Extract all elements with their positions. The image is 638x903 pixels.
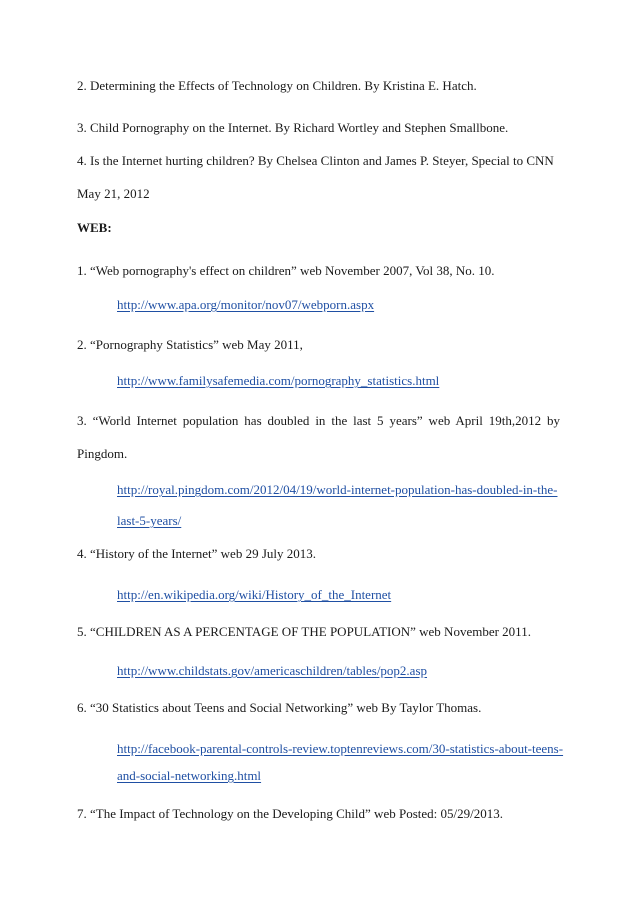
web-entry-3-text-line-1: 3. “World Internet population has doubled in the last 5 years” web April 19th,2012 by bbox=[77, 413, 560, 428]
web-entry-3-link-line-1[interactable]: http://royal.pingdom.com/2012/04/19/world-internet-population-has-doubled-in-the- bbox=[117, 482, 558, 497]
web-entry-6-link-line-2[interactable]: and-social-networking.html bbox=[117, 768, 262, 783]
web-section-heading: WEB: bbox=[77, 220, 112, 235]
web-entry-1-link[interactable]: http://www.apa.org/monitor/nov07/webporn.aspx bbox=[117, 297, 375, 312]
web-entry-2-text: 2. “Pornography Statistics” web May 2011, bbox=[77, 337, 303, 352]
web-entry-7-text: 7. “The Impact of Technology on the Developing Child” web Posted: 05/29/2013. bbox=[77, 806, 503, 821]
reference-item-3: 3. Child Pornography on the Internet. By Richard Wortley and Stephen Smallbone. bbox=[77, 120, 509, 135]
reference-item-4-line-1: 4. Is the Internet hurting children? By Chelsea Clinton and James P. Steyer, Special to CNN bbox=[77, 153, 554, 168]
web-entry-4-text: 4. “History of the Internet” web 29 July 2013. bbox=[77, 546, 317, 561]
reference-item-2: 2. Determining the Effects of Technology on Children. By Kristina E. Hatch. bbox=[77, 78, 477, 93]
web-entry-2-link[interactable]: http://www.familysafemedia.com/pornography_statistics.html bbox=[117, 373, 440, 388]
web-entry-6-link-line-1[interactable]: http://facebook-parental-controls-review.toptenreviews.com/30-statistics-about-teens- bbox=[117, 741, 564, 756]
web-entry-1-text: 1. “Web pornography's effect on children” web November 2007, Vol 38, No. 10. bbox=[77, 263, 495, 278]
web-entry-3-link-line-2[interactable]: last-5-years/ bbox=[117, 513, 182, 528]
web-entry-6-text: 6. “30 Statistics about Teens and Social Networking” web By Taylor Thomas. bbox=[77, 700, 482, 715]
web-entry-3-text-line-2: Pingdom. bbox=[77, 446, 128, 461]
web-entry-5-text: 5. “CHILDREN AS A PERCENTAGE OF THE POPULATION” web November 2011. bbox=[77, 624, 531, 639]
web-entry-4-link[interactable]: http://en.wikipedia.org/wiki/History_of_the_Internet bbox=[117, 587, 392, 602]
reference-item-4-line-2: May 21, 2012 bbox=[77, 186, 150, 201]
web-entry-5-link[interactable]: http://www.childstats.gov/americaschildren/tables/pop2.asp bbox=[117, 663, 428, 678]
